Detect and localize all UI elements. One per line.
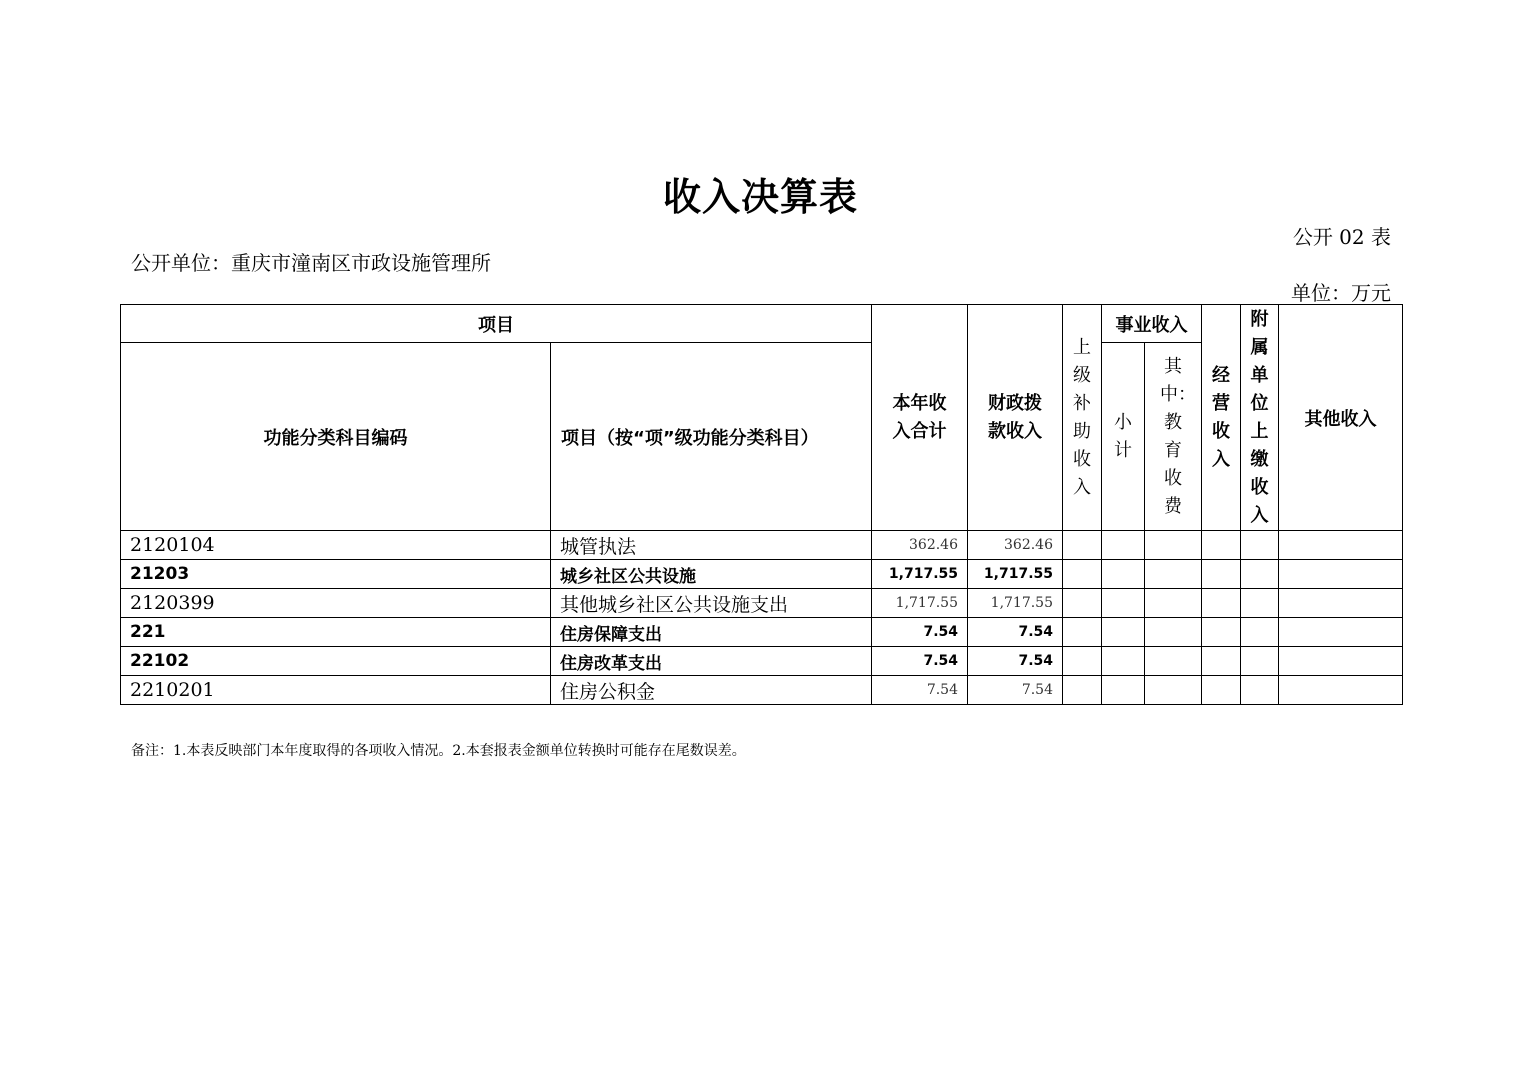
row-fiscal: 7.54 [968,647,1063,676]
row-total: 362.46 [872,531,968,560]
empty-cell [1202,531,1241,560]
empty-cell [1279,647,1403,676]
empty-cell [1102,589,1145,618]
empty-cell [1241,589,1279,618]
row-code: 2120104 [121,531,551,560]
empty-cell [1145,560,1202,589]
table-row [121,647,1403,676]
empty-cell [1279,618,1403,647]
empty-cell [1202,589,1241,618]
empty-cell [1241,676,1279,705]
row-code: 221 [121,618,551,647]
header-business: 事业收入 [1102,305,1202,343]
header-name: 项目（按“项”级功能分类科目） [551,343,872,531]
row-name: 住房改革支出 [551,647,872,676]
table-row [121,676,1403,705]
empty-cell [1279,531,1403,560]
empty-cell [1063,647,1102,676]
header-project: 项目 [121,305,872,343]
header-operating: 经营收入 [1202,305,1241,531]
empty-cell [1063,676,1102,705]
empty-cell [1145,676,1202,705]
empty-cell [1202,647,1241,676]
row-name: 城乡社区公共设施 [551,560,872,589]
empty-cell [1241,647,1279,676]
row-name: 住房公积金 [551,676,872,705]
table-row [121,589,1403,618]
empty-cell [1063,589,1102,618]
empty-cell [1102,531,1145,560]
row-code: 2210201 [121,676,551,705]
row-fiscal: 1,717.55 [968,589,1063,618]
row-total: 1,717.55 [872,560,968,589]
empty-cell [1145,589,1202,618]
empty-cell [1145,618,1202,647]
table-row [121,618,1403,647]
empty-cell [1279,589,1403,618]
row-total: 7.54 [872,647,968,676]
header-other: 其他收入 [1279,305,1403,531]
empty-cell [1241,531,1279,560]
empty-cell [1145,531,1202,560]
empty-cell [1102,676,1145,705]
header-superior: 上级补助收入 [1063,305,1102,531]
row-fiscal: 7.54 [968,618,1063,647]
empty-cell [1145,647,1202,676]
header-affiliated: 附属单位上缴收入 [1241,305,1279,531]
row-fiscal: 7.54 [968,676,1063,705]
table-row [121,531,1403,560]
row-name: 住房保障支出 [551,618,872,647]
empty-cell [1279,560,1403,589]
header-subtotal: 小计 [1102,343,1145,531]
row-fiscal: 1,717.55 [968,560,1063,589]
empty-cell [1202,560,1241,589]
footnote: 备注：1.本表反映部门本年度取得的各项收入情况。2.本套报表金额单位转换时可能存在尾数误差。 [131,743,746,759]
empty-cell [1063,618,1102,647]
empty-cell [1202,676,1241,705]
empty-cell [1102,560,1145,589]
publishing-unit: 公开单位：重庆市潼南区市政设施管理所 [131,251,491,275]
row-total: 7.54 [872,618,968,647]
row-code: 22102 [121,647,551,676]
header-total: 本年收入合计 [872,305,968,531]
row-code: 2120399 [121,589,551,618]
header-education: 其中：教育收费 [1145,343,1202,531]
empty-cell [1102,647,1145,676]
row-total: 7.54 [872,676,968,705]
row-total: 1,717.55 [872,589,968,618]
row-name: 城管执法 [551,531,872,560]
empty-cell [1241,560,1279,589]
row-name: 其他城乡社区公共设施支出 [551,589,872,618]
empty-cell [1241,618,1279,647]
income-table [120,304,1403,705]
row-code: 21203 [121,560,551,589]
empty-cell [1102,618,1145,647]
empty-cell [1279,676,1403,705]
page-title: 收入决算表 [662,175,858,219]
table-row [121,560,1403,589]
empty-cell [1063,560,1102,589]
empty-cell [1202,618,1241,647]
currency-unit: 单位：万元 [1291,281,1391,305]
header-code: 功能分类科目编码 [121,343,551,531]
empty-cell [1063,531,1102,560]
form-number: 公开 02 表 [1292,225,1391,249]
header-fiscal: 财政拨款收入 [968,305,1063,531]
row-fiscal: 362.46 [968,531,1063,560]
